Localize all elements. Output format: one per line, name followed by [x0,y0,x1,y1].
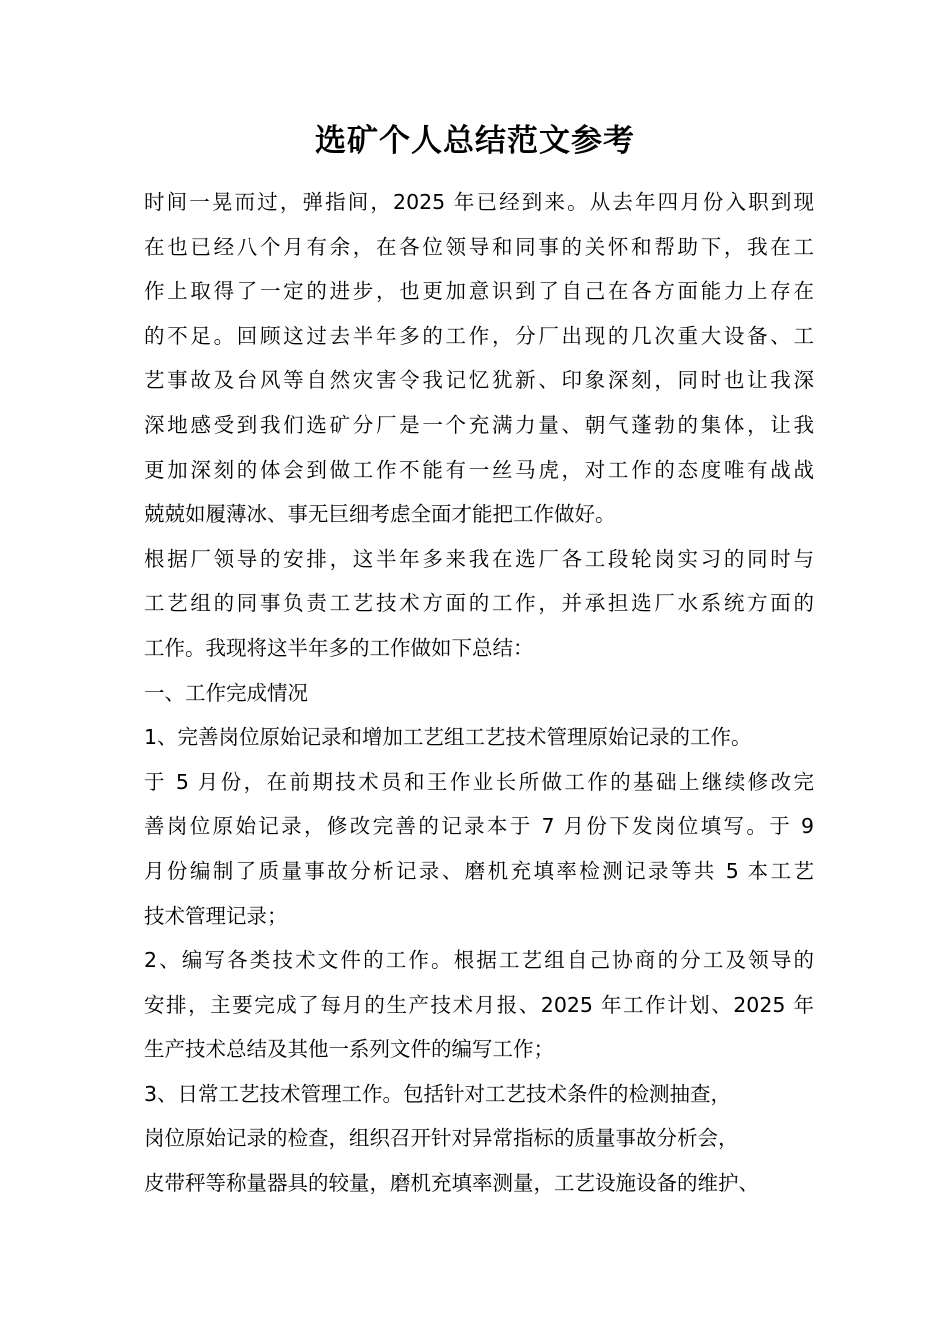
body-line: 技术管理记录； [144,903,288,928]
body-line: 3、日常工艺技术管理工作。包括针对工艺技术条件的检测抽查， [144,1081,732,1106]
body-line: 在也已经八个月有余，在各位领导和同事的关怀和帮助下，我在工 [144,234,814,259]
document-title: 选矿个人总结范文参考 [315,123,635,159]
body-line: 生产技术总结及其他一系列文件的编写工作； [144,1037,554,1062]
document-body [144,180,814,1206]
body-line: 岗位原始记录的检查，组织召开针对异常指标的质量事故分析会， [144,1126,739,1151]
body-line: 根据厂领导的安排，这半年多来我在选厂各工段轮岗实习的同时与 [144,546,814,571]
body-line: 1、完善岗位原始记录和增加工艺组工艺技术管理原始记录的工作。 [144,725,752,750]
body-line: 善岗位原始记录，修改完善的记录本于 7 月份下发岗位填写。于 9 [144,814,814,839]
body-line: 兢兢如履薄冰、事无巨细考虑全面才能把工作做好。 [144,502,616,527]
body-line: 月份编制了质量事故分析记录、磨机充填率检测记录等共 5 本工艺 [144,858,814,883]
body-line: 于 5 月份，在前期技术员和王作业长所做工作的基础上继续修改完 [144,769,814,794]
body-line: 2、编写各类技术文件的工作。根据工艺组自己协商的分工及领导的 [144,948,814,973]
body-line: 时间一晃而过，弹指间，2025 年已经到来。从去年四月份入职到现 [144,190,814,214]
body-line: 艺事故及台风等自然灾害令我记忆犹新、印象深刻，同时也让我深 [144,368,814,393]
body-line: 的不足。回顾这过去半年多的工作，分厂出现的几次重大设备、工 [144,323,814,348]
body-line: 皮带秤等称量器具的较量，磨机充填率测量，工艺设施设备的维护、 [144,1171,759,1196]
body-line: 安排，主要完成了每月的生产技术月报、2025 年工作计划、2025 年 [144,992,814,1017]
body-line: 作上取得了一定的进步，也更加意识到了自己在各方面能力上存在 [144,279,814,304]
body-line: 工艺组的同事负责工艺技术方面的工作，并承担选厂水系统方面的 [144,591,814,616]
body-line: 深地感受到我们选矿分厂是一个充满力量、朝气蓬勃的集体，让我 [144,412,814,437]
body-line: 更加深刻的体会到做工作不能有一丝马虎，对工作的态度唯有战战 [144,457,814,482]
body-line: 一、工作完成情况 [144,680,308,705]
body-line: 工作。我现将这半年多的工作做如下总结： [144,635,534,660]
